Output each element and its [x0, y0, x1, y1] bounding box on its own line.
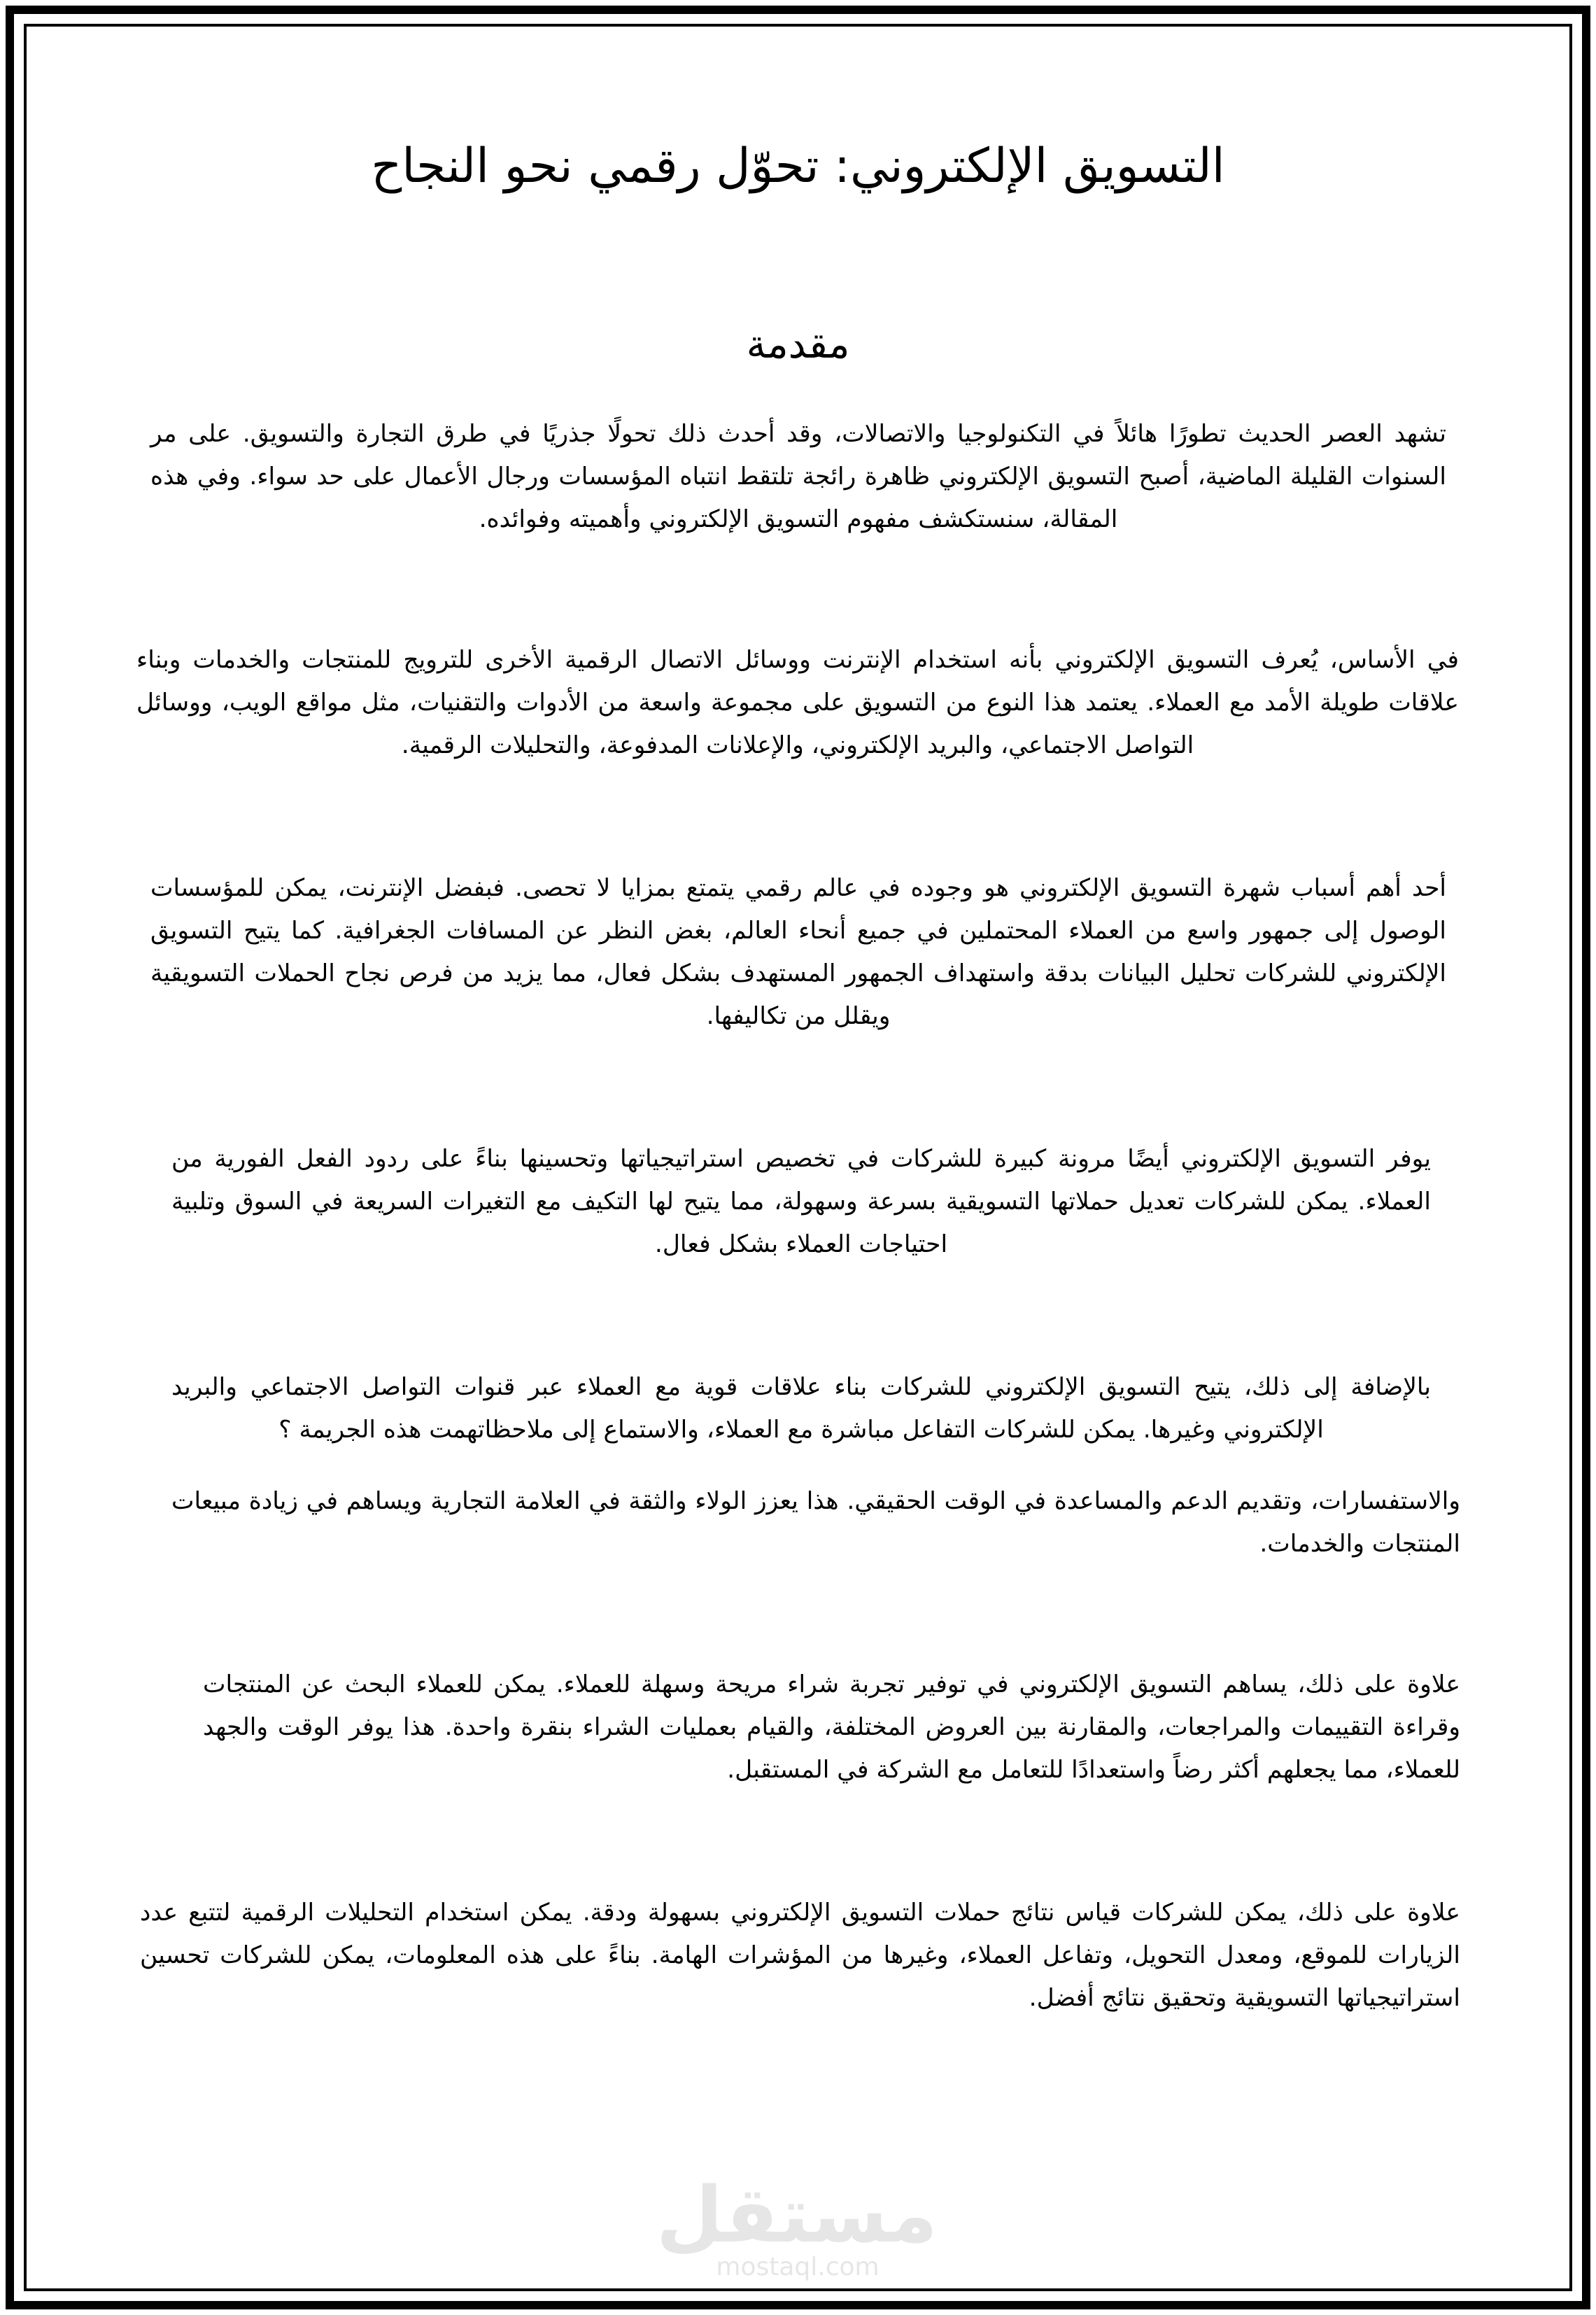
paragraph-1: تشهد العصر الحديث تطورًا هائلاً في التكنولوجيا والاتصالات، وقد أحدث ذلك تحولًا جذريًا في طرق التجارة والتسويق. على مر السنوات القليلة الماضية، أصبح التسويق الإلكتروني ظاهرة رائجة تلتقط انتباه المؤسسات ورجال الأعمال على حد سواء. وفي هذه المقالة، سنستكشف مفهوم التسويق الإلكتروني وأهميته وفوائده.	[150, 420, 1446, 533]
paragraph-6: والاستفسارات، وتقديم الدعم والمساعدة في الوقت الحقيقي. هذا يعزز الولاء والثقة في العلامة التجارية ويساهم في زيادة مبيعات المنتجات والخدمات.	[171, 1487, 1460, 1558]
watermark-domain: mostaql.com	[716, 2253, 880, 2281]
intro-heading: مقدمة	[746, 322, 850, 367]
paragraph-2: في الأساس، يُعرف التسويق الإلكتروني بأنه استخدام الإنترنت ووسائل الاتصال الرقمية الأخرى للترويج للمنتجات والخدمات وبناء علاقات طويلة الأمد مع العملاء. يعتمد هذا النوع من التسويق على مجموعة واسعة من الأدوات والتقنيات، مثل مواقع الويب، ووسائل التواصل الاجتماعي، والبريد الإلكتروني، والإعلانات المدفوعة، والتحليلات الرقمية.	[136, 646, 1459, 759]
paragraph-4: يوفر التسويق الإلكتروني أيضًا مرونة كبيرة للشركات في تخصيص استراتيجياتها وتحسينها بناءً على ردود الفعل الفورية من العملاء. يمكن للشركات تعديل حملاتها التسويقية بسرعة وسهولة، مما يتيح لها التكيف مع التغيرات السريعة في السوق وتلبية احتياجات العملاء بشكل فعال.	[171, 1145, 1431, 1258]
paragraph-8: علاوة على ذلك، يمكن للشركات قياس نتائج حملات التسويق الإلكتروني بسهولة ودقة. يمكن استخدام التحليلات الرقمية لتتبع عدد الزيارات للموقع، ومعدل التحويل، وتفاعل العملاء، وغيرها من المؤشرات الهامة. بناءً على هذه المعلومات، يمكن للشركات تحسين استراتيجياتها التسويقية وتحقيق نتائج أفضل.	[140, 1899, 1460, 2012]
paragraph-7: علاوة على ذلك، يساهم التسويق الإلكتروني في توفير تجربة شراء مريحة وسهلة للعملاء. يمكن للعملاء البحث عن المنتجات وقراءة التقييمات والمراجعات، والمقارنة بين العروض المختلفة، والقيام بعمليات الشراء بنقرة واحدة. هذا يوفر الوقت والجهد للعملاء، مما يجعلهم أكثر رضاً واستعدادًا للتعامل مع الشركة في المستقبل.	[203, 1670, 1460, 1784]
paragraph-5: بالإضافة إلى ذلك، يتيح التسويق الإلكتروني للشركات بناء علاقات قوية مع العملاء عبر قنوات التواصل الاجتماعي والبريد الإلكتروني وغيرها. يمكن للشركات التفاعل مباشرة مع العملاء، والاستماع إلى ملاحظاتهمت هذه الجريمة ؟	[171, 1373, 1431, 1444]
document-title: التسويق الإلكتروني: تحوّل رقمي نحو النجاح	[371, 139, 1225, 194]
mostaql-watermark	[656, 2170, 938, 2281]
paragraph-3: أحد أهم أسباب شهرة التسويق الإلكتروني هو وجوده في عالم رقمي يتمتع بمزايا لا تحصى. فبفضل الإنترنت، يمكن للمؤسسات الوصول إلى جمهور واسع من العملاء المحتملين في جميع أنحاء العالم، بغض النظر عن المسافات الجغرافية. كما يتيح التسويق الإلكتروني للشركات تحليل البيانات بدقة واستهداف الجمهور المستهدف بشكل فعال، مما يزيد من فرص نجاح الحملات التسويقية ويقلل من تكاليفها.	[150, 874, 1446, 1030]
watermark-arabic-logo: مستقل	[656, 2170, 938, 2260]
